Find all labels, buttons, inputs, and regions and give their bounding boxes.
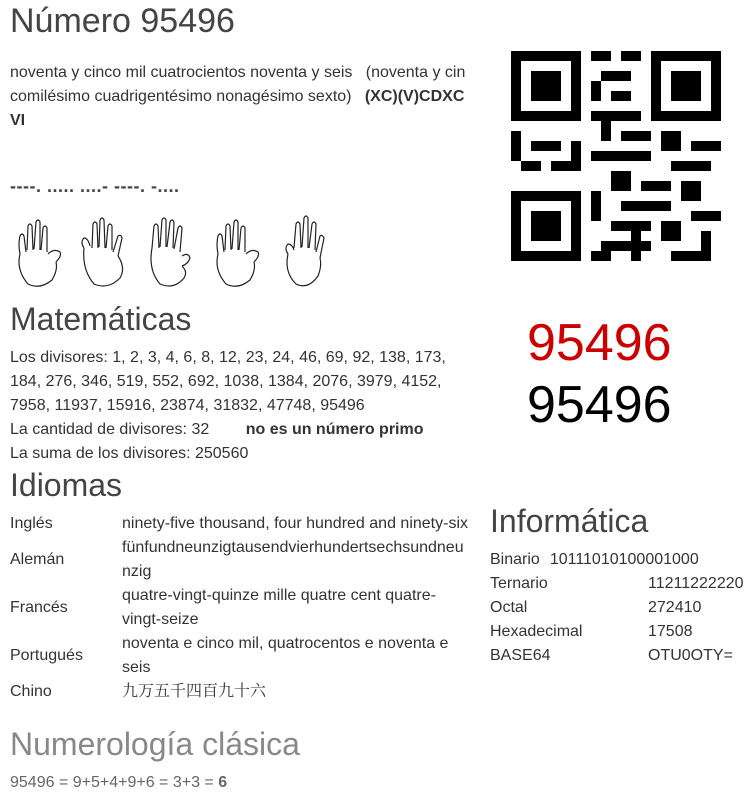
info-row [490, 548, 748, 572]
divisor-count: La cantidad de divisores: 32 [10, 421, 210, 438]
info-value: 272410 [648, 599, 702, 616]
translation-line: vingt-seize [122, 611, 199, 628]
info-label: Binario [490, 551, 540, 568]
info-row [490, 572, 748, 596]
language-row [10, 632, 472, 680]
translation-line: seis [122, 659, 151, 676]
roman-numeral: (XC)(V)CDXC [364, 88, 465, 105]
info-value: 11211222220 [648, 575, 744, 592]
hand-sign-9b-icon [208, 214, 266, 290]
language-translation [122, 632, 472, 680]
number-display-red: 95496 [527, 314, 672, 372]
hand-sign-6-icon [274, 214, 332, 290]
language-translation [122, 536, 472, 584]
divisors-line3: 7958, 11937, 15916, 23874, 31832, 47748, 95496 [10, 397, 365, 414]
info-label: Ternario [490, 575, 548, 592]
ordinal-part2: comilésimo cuadrigentésimo nonagésimo sexto) [10, 88, 352, 105]
translation-line: 九万五千四百九十六 [122, 683, 267, 700]
translation-line: fünfundneunzigtausendvierhundertsechsundneu [122, 539, 464, 556]
morse-code: ----. ..... ....- ----. -.... [10, 176, 180, 196]
info-label: Octal [490, 599, 528, 616]
info-label: Hexadecimal [490, 623, 583, 640]
language-translation [122, 680, 472, 704]
hand-sign-4-icon [142, 214, 200, 290]
language-translation [122, 512, 472, 536]
roman-numeral-cont: VI [10, 112, 26, 129]
divisor-sum: La suma de los divisores: 250560 [10, 445, 249, 462]
numerology-line [10, 774, 227, 792]
language-row [10, 584, 472, 632]
hand-sign-5-icon [76, 214, 134, 290]
info-heading: Informática [490, 503, 649, 539]
info-table [490, 548, 748, 668]
numerology-expression: 95496 = 9+5+4+9+6 = 3+3 = [10, 774, 219, 791]
number-display-black: 95496 [527, 376, 672, 434]
ordinal-part1: (noventa y cin [365, 64, 466, 81]
info-row [490, 620, 748, 644]
language-name: Chino [10, 683, 52, 700]
languages-heading: Idiomas [10, 467, 123, 503]
translation-line: noventa e cinco mil, quatrocentos e noventa e [122, 635, 449, 652]
language-row [10, 512, 472, 536]
math-heading: Matemáticas [10, 301, 192, 337]
divisors-line2: 184, 276, 346, 519, 552, 692, 1038, 1384, 2076, 3979, 4152, [10, 373, 442, 390]
hand-signs [10, 214, 332, 290]
translation-line: nzig [122, 563, 152, 580]
math-block [10, 346, 480, 466]
info-value: 10111010100001000 [549, 551, 699, 568]
language-translation [122, 584, 472, 632]
language-row [10, 536, 472, 584]
language-name: Inglés [10, 515, 53, 532]
language-name: Alemán [10, 551, 65, 568]
hand-sign-9-icon [10, 214, 68, 290]
number-name-block [10, 61, 480, 133]
language-name: Portugués [10, 647, 83, 664]
qr-code-icon [511, 51, 721, 261]
info-value: OTU0OTY= [648, 647, 733, 664]
numerology-heading: Numerología clásica [10, 726, 300, 762]
info-row [490, 644, 748, 668]
translation-line: ninety-five thousand, four hundred and ninety-six [122, 515, 468, 532]
language-row [10, 680, 472, 704]
page-title: Número 95496 [10, 2, 235, 40]
prime-status: no es un número primo [245, 421, 424, 438]
info-row [490, 596, 748, 620]
info-label: BASE64 [490, 647, 551, 664]
info-value: 17508 [648, 623, 693, 640]
number-name: noventa y cinco mil cuatrocientos noventa y seis [10, 64, 353, 81]
numerology-result: 6 [218, 774, 228, 791]
language-name: Francés [10, 599, 68, 616]
translation-line: quatre-vingt-quinze mille quatre cent quatre- [122, 587, 436, 604]
divisors-line1: Los divisores: 1, 2, 3, 4, 6, 8, 12, 23, 24, 46, 69, 92, 138, 173, [10, 349, 446, 366]
languages-table [10, 512, 472, 704]
